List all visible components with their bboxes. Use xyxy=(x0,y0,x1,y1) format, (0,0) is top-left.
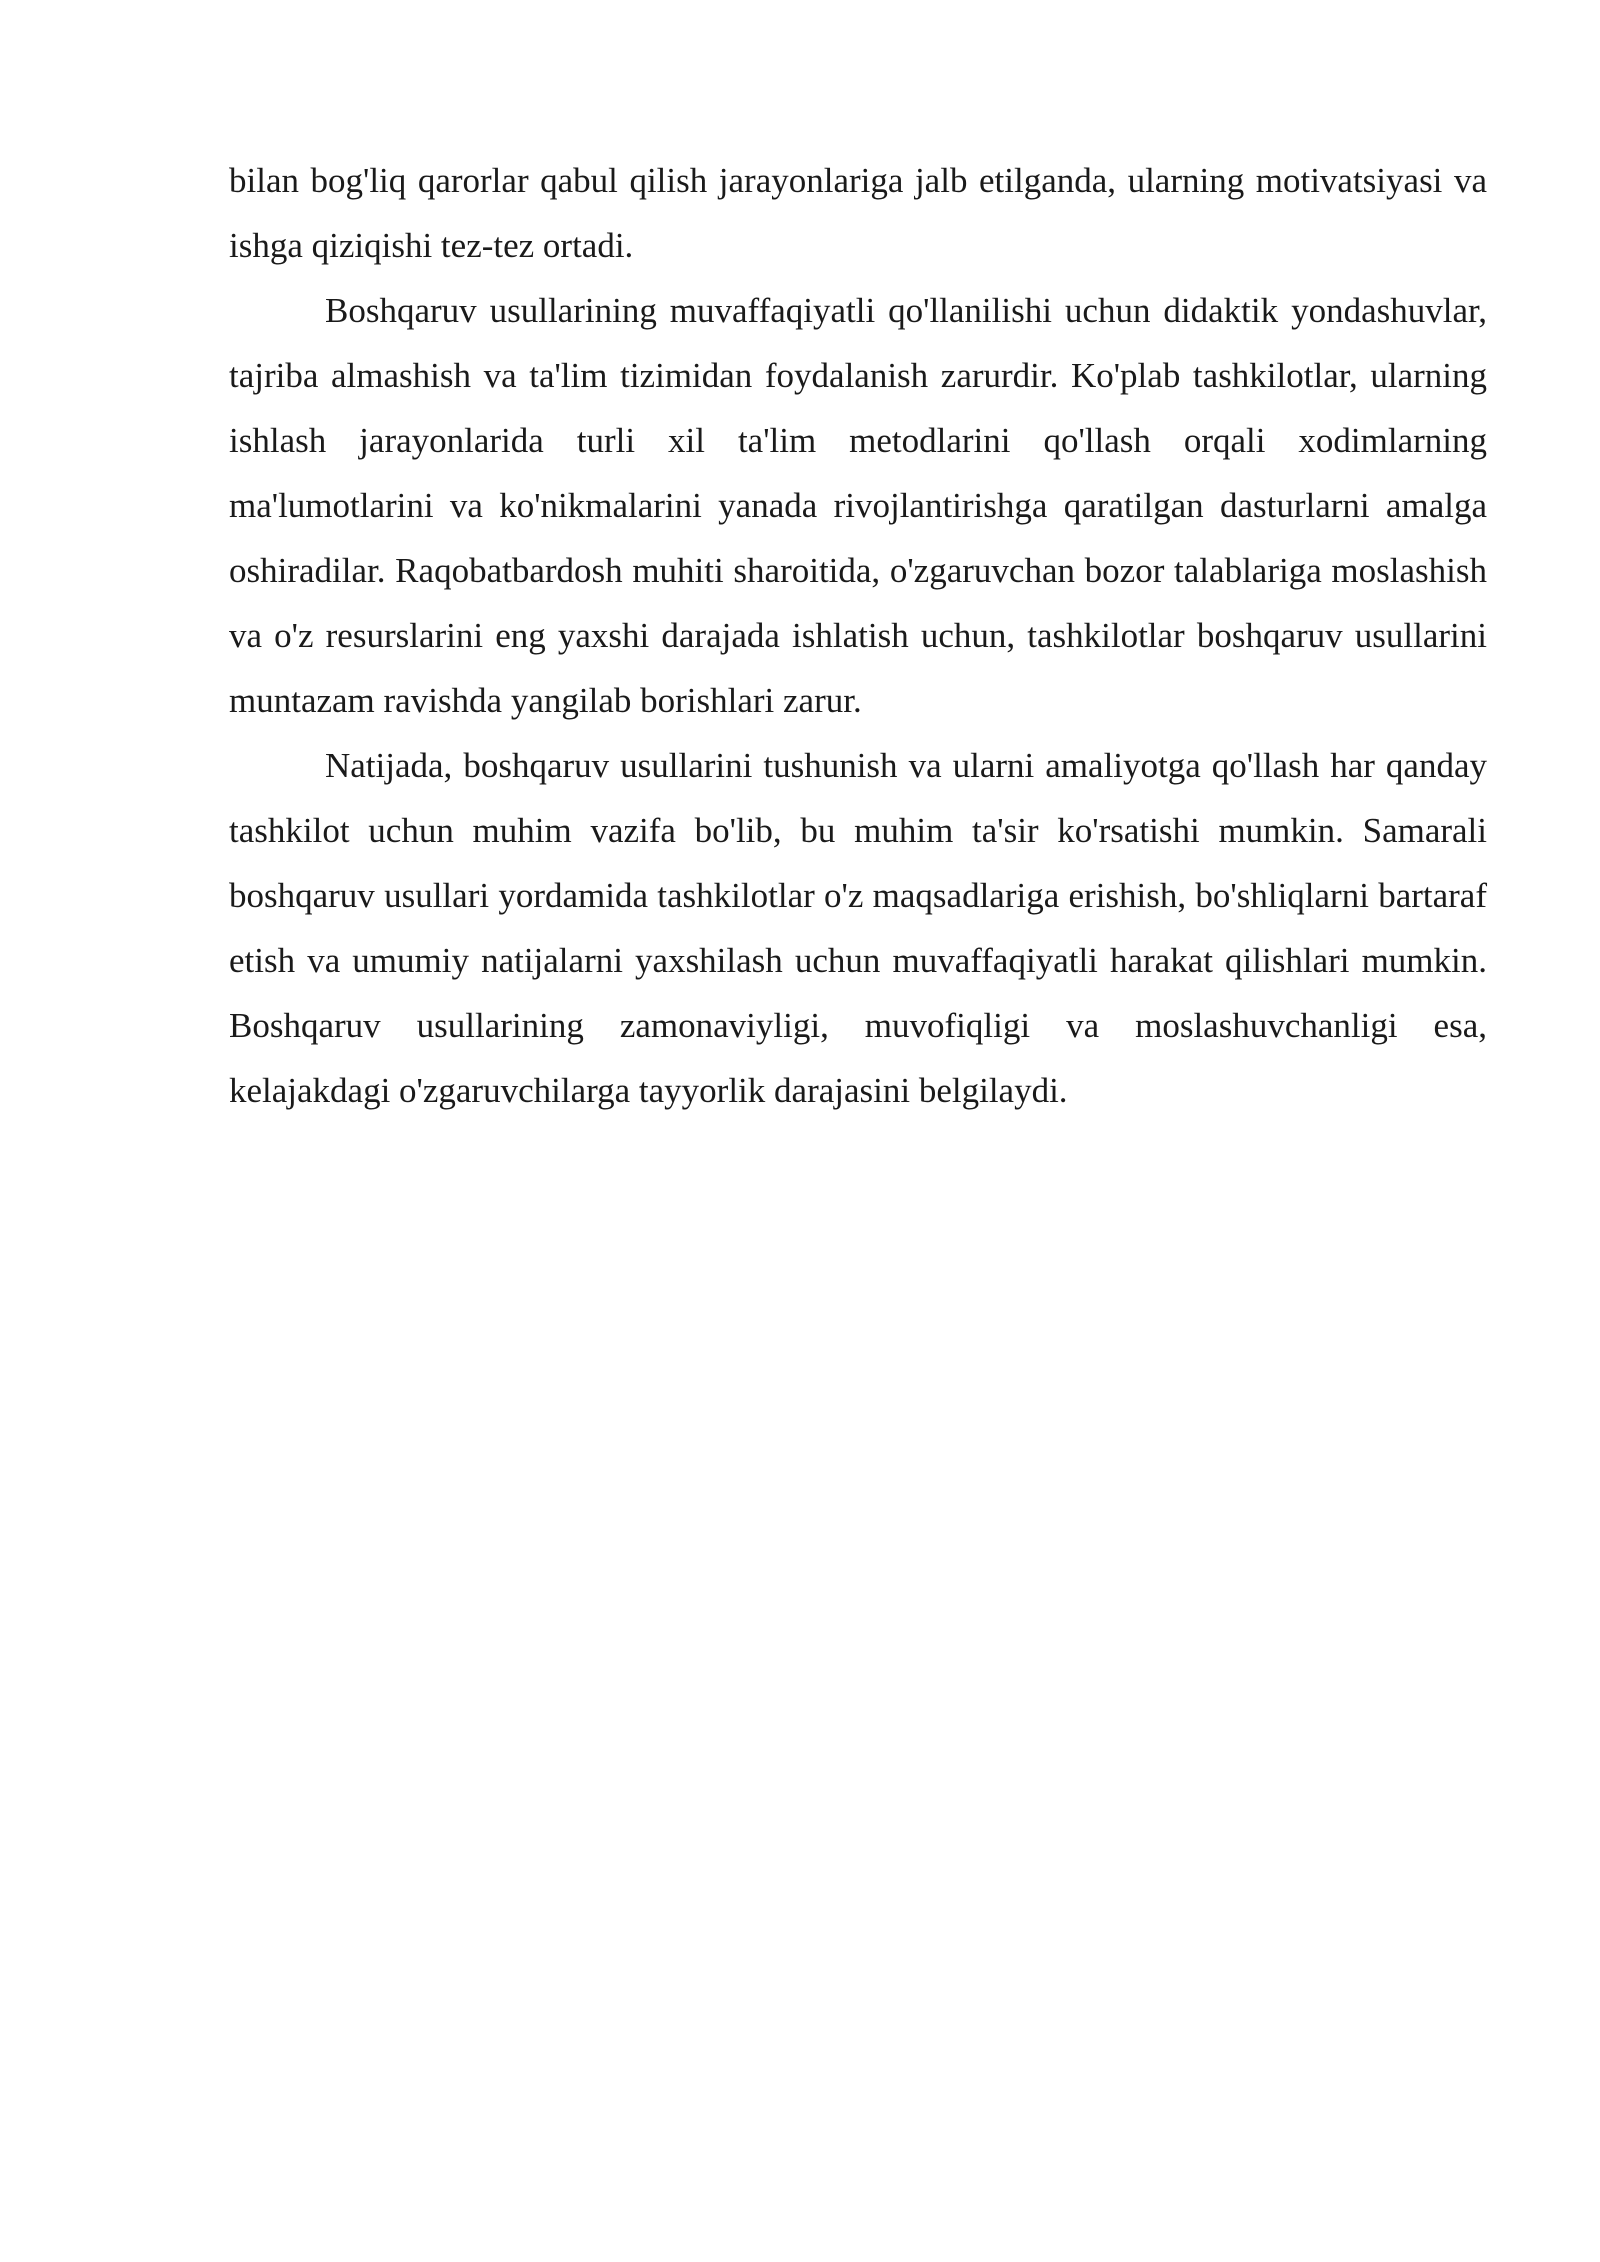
paragraph-continuation: bilan bog'liq qarorlar qabul qilish jarayonlariga jalb etilganda, ularning motivatsiyasi va ishga qiziqishi tez-tez ortadi. xyxy=(229,161,1487,265)
paragraph-conclusion: Natijada, boshqaruv usullarini tushunish va ularni amaliyotga qo'llash har qanday tashkilot uchun muhim vazifa bo'lib, bu muhim ta'sir ko'rsatishi mumkin. Samarali boshqaruv usullari yordamida tashkilotlar o'z maqsadlariga erishish, bo'shliqlarni bartaraf etish va umumiy natijalarni yaxshilash uchun muvaffaqiyatli harakat qilishlari mumkin. Boshqaruv usullarining zamonaviyligi, muvofiqligi va moslashuvchanligi esa, kelajakdagi o'zgaruvchilarga tayyorlik darajasini belgilaydi. xyxy=(229,746,1487,1110)
paragraph-management-methods: Boshqaruv usullarining muvaffaqiyatli qo'llanilishi uchun didaktik yondashuvlar, tajriba almashish va ta'lim tizimidan foydalanish zarurdir. Ko'plab tashkilotlar, ularning ishlash jarayonlarida turli xil ta'lim metodlarini qo'llash orqali xodimlarning ma'lumotlarini va ko'nikmalarini yanada rivojlantirishga qaratilgan dasturlarni amalga oshiradilar. Raqobatbardosh muhiti sharoitida, o'zgaruvchan bozor talablariga moslashish va o'z resurslarini eng yaxshi darajada ishlatish uchun, tashkilotlar boshqaruv usullarini muntazam ravishda yangilab borishlari zarur. xyxy=(229,291,1487,720)
document-body xyxy=(229,148,1487,1123)
